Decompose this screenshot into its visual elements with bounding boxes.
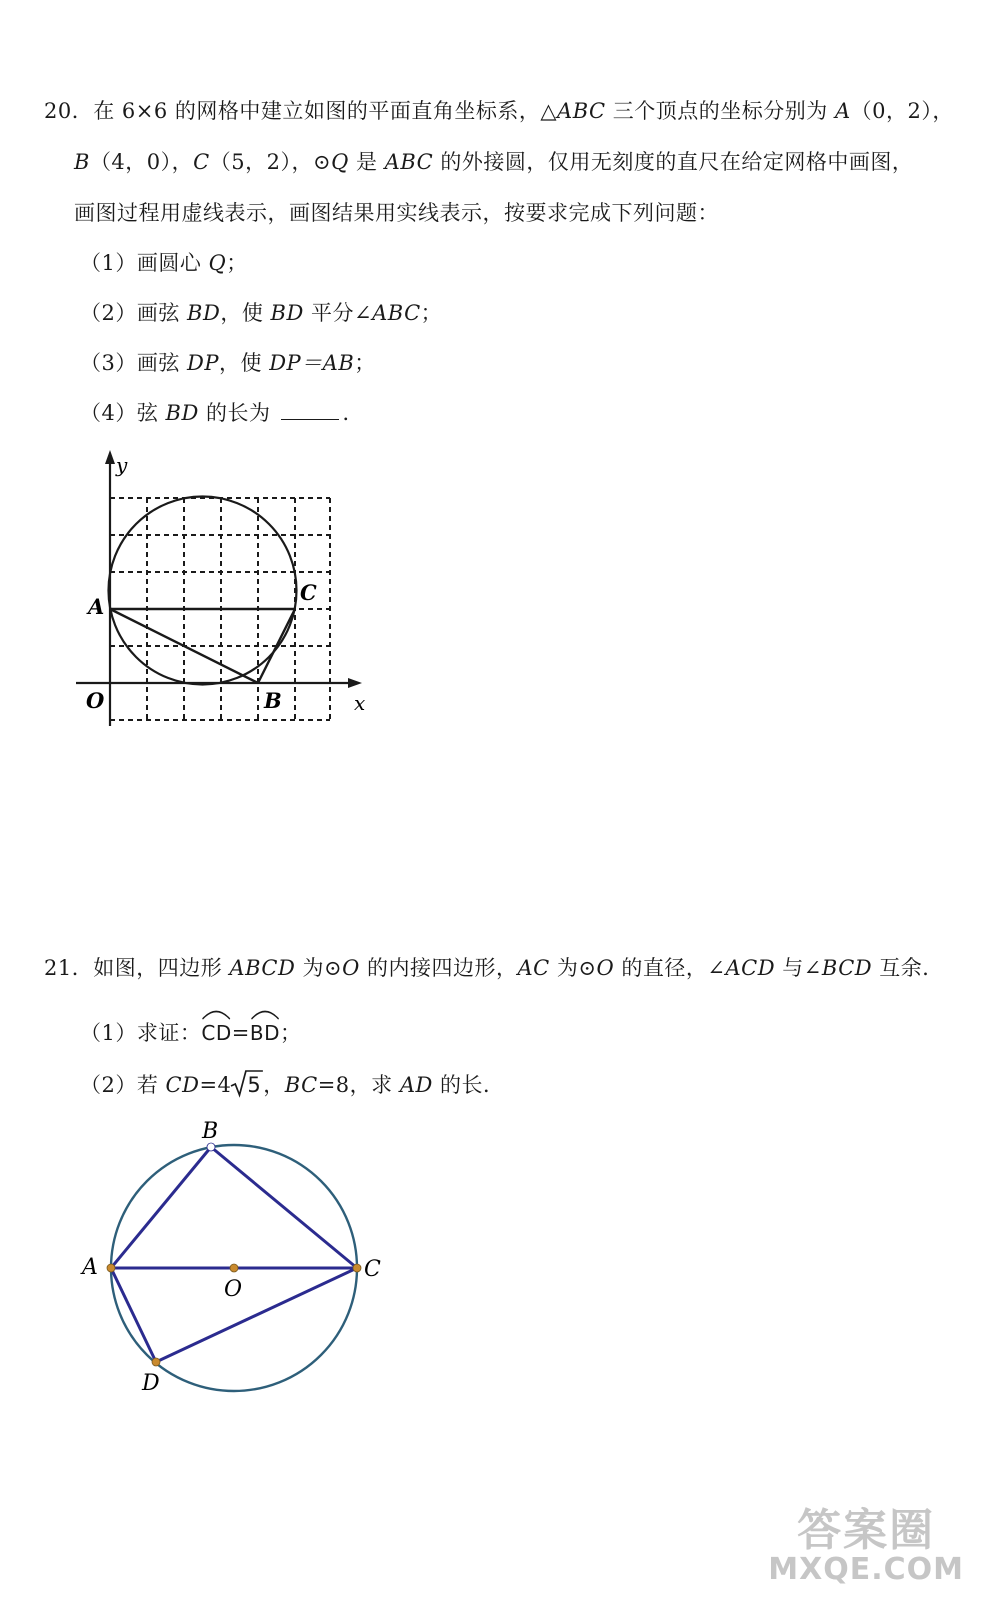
q21-text: 的直径，∠ <box>614 956 726 980</box>
q21-text: ， <box>263 1073 285 1097</box>
arc-bd <box>250 1014 280 1048</box>
q21-text: =8，求 <box>317 1073 400 1097</box>
q20-text: ABC <box>372 301 421 325</box>
q20-sub3 <box>80 348 376 378</box>
q20-text: ，使 <box>220 301 271 325</box>
q20-text: 的长为 <box>198 401 271 425</box>
watermark-text: MXQE.COM <box>768 1552 964 1587</box>
arc-mark-icon <box>201 1008 231 1020</box>
q21-text: 为⊙ <box>549 956 597 980</box>
watermark-text: 答案圈 <box>797 1505 936 1556</box>
q21-text: 与∠ <box>775 956 822 980</box>
point-o <box>230 1264 238 1272</box>
q20-text: （2）画弦 <box>80 301 188 325</box>
q20-text: B <box>74 150 90 174</box>
point-d <box>152 1358 160 1366</box>
q20-text: ABC <box>384 150 434 174</box>
watermark-logo <box>768 1505 964 1587</box>
q20-text: （0，2）， <box>850 99 954 123</box>
q21-text: CD <box>165 1073 200 1097</box>
q21-text: 5 <box>247 1073 262 1097</box>
point-a <box>107 1264 115 1272</box>
q20-sub4 <box>80 398 364 428</box>
q21-text: （2）若 <box>80 1073 166 1097</box>
q20-text: 20．在 6×6 的网格中建立如图的平面直角坐标系，△ <box>44 99 558 123</box>
q20-text: ． <box>342 401 365 425</box>
radical-icon <box>231 1068 263 1098</box>
q20-figure <box>70 446 370 736</box>
q21-text: BCD <box>821 956 873 980</box>
q20-text: Q <box>331 150 349 174</box>
label-b: B <box>264 688 282 713</box>
q21-line1 <box>44 953 944 983</box>
q21-text: （1）求证： <box>80 1021 202 1045</box>
q20-text: （3）画弦 <box>80 351 188 375</box>
x-axis-arrow <box>348 678 362 688</box>
label-c: C <box>364 1257 381 1282</box>
q20-text: 平分∠ <box>303 301 373 325</box>
q20-text: A <box>834 99 851 123</box>
y-axis-arrow <box>105 450 115 464</box>
q21-text: ； <box>279 1021 302 1045</box>
label-o: O <box>224 1277 243 1302</box>
q20-text: ，使 <box>219 351 270 375</box>
q20-text: Q <box>208 251 227 275</box>
q21-text: ACD <box>725 956 776 980</box>
point-b <box>207 1143 215 1151</box>
q21-text: CD <box>201 1021 232 1045</box>
label-a: A <box>82 1255 98 1280</box>
label-a: A <box>88 594 105 619</box>
q20-text: 三个顶点的坐标分别为 <box>605 99 835 123</box>
q20-text: ABC <box>557 99 606 123</box>
answer-blank[interactable] <box>281 401 339 420</box>
q20-text: DP＝AB <box>269 351 355 375</box>
q21-sub2 <box>80 1070 505 1100</box>
q21-text: O <box>596 956 615 980</box>
q20-text: BD <box>165 401 199 425</box>
label-origin: O <box>86 688 105 713</box>
q20-text: C <box>193 150 210 174</box>
q20-text: （4，0）， <box>89 150 194 174</box>
q21-text: 的长． <box>432 1073 505 1097</box>
q20-text: ； <box>354 351 376 375</box>
arc-mark-icon <box>250 1008 280 1020</box>
arc-cd <box>201 1014 231 1048</box>
q21-text: 为⊙ <box>295 956 343 980</box>
q21-text: 的内接四边形， <box>359 956 518 980</box>
q20-text: BD <box>187 301 221 325</box>
q20-text: （5，2），⊙ <box>209 150 332 174</box>
q21-text: =4 <box>199 1073 232 1097</box>
label-x: x <box>354 691 366 715</box>
q21-text: O <box>342 956 360 980</box>
q20-text: ； <box>226 251 248 275</box>
label-y: y <box>116 453 128 477</box>
label-b: B <box>202 1119 219 1144</box>
q21-text: AC <box>517 956 550 980</box>
q20-text: （4）弦 <box>80 401 166 425</box>
segment-bc <box>211 1147 357 1268</box>
q21-text: = <box>231 1021 250 1045</box>
q20-text: DP <box>187 351 220 375</box>
segment-ad <box>111 1268 156 1362</box>
q20-sub2 <box>80 298 442 328</box>
label-d: D <box>142 1371 160 1396</box>
q20-text: 的外接圆，仅用无刻度的直尺在给定网格中画图， <box>433 150 914 174</box>
q20-sub1 <box>80 248 248 278</box>
label-c: C <box>300 580 317 605</box>
q20-text: 是 <box>348 150 385 174</box>
q20-text: （1）画圆心 <box>80 251 209 275</box>
q21-text: 21．如图，四边形 <box>44 956 230 980</box>
q20-text: ； <box>420 301 443 325</box>
points <box>107 1143 361 1366</box>
q21-text: ABCD <box>229 956 296 980</box>
point-c <box>353 1264 361 1272</box>
q20-line3: 画图过程用虚线表示，画图结果用实线表示，按要求完成下列问题： <box>74 201 719 225</box>
q21-text: AD <box>399 1073 433 1097</box>
q21-text: BC <box>284 1073 318 1097</box>
q21-text: BD <box>249 1021 280 1045</box>
q20-text: BD <box>270 301 304 325</box>
q20-line1 <box>44 96 954 126</box>
q21-figure <box>74 1118 404 1398</box>
q21-sub1 <box>80 1014 301 1048</box>
q20-line2 <box>74 147 913 177</box>
q21-text: 互余． <box>872 956 944 980</box>
sqrt-symbol <box>231 1070 263 1100</box>
